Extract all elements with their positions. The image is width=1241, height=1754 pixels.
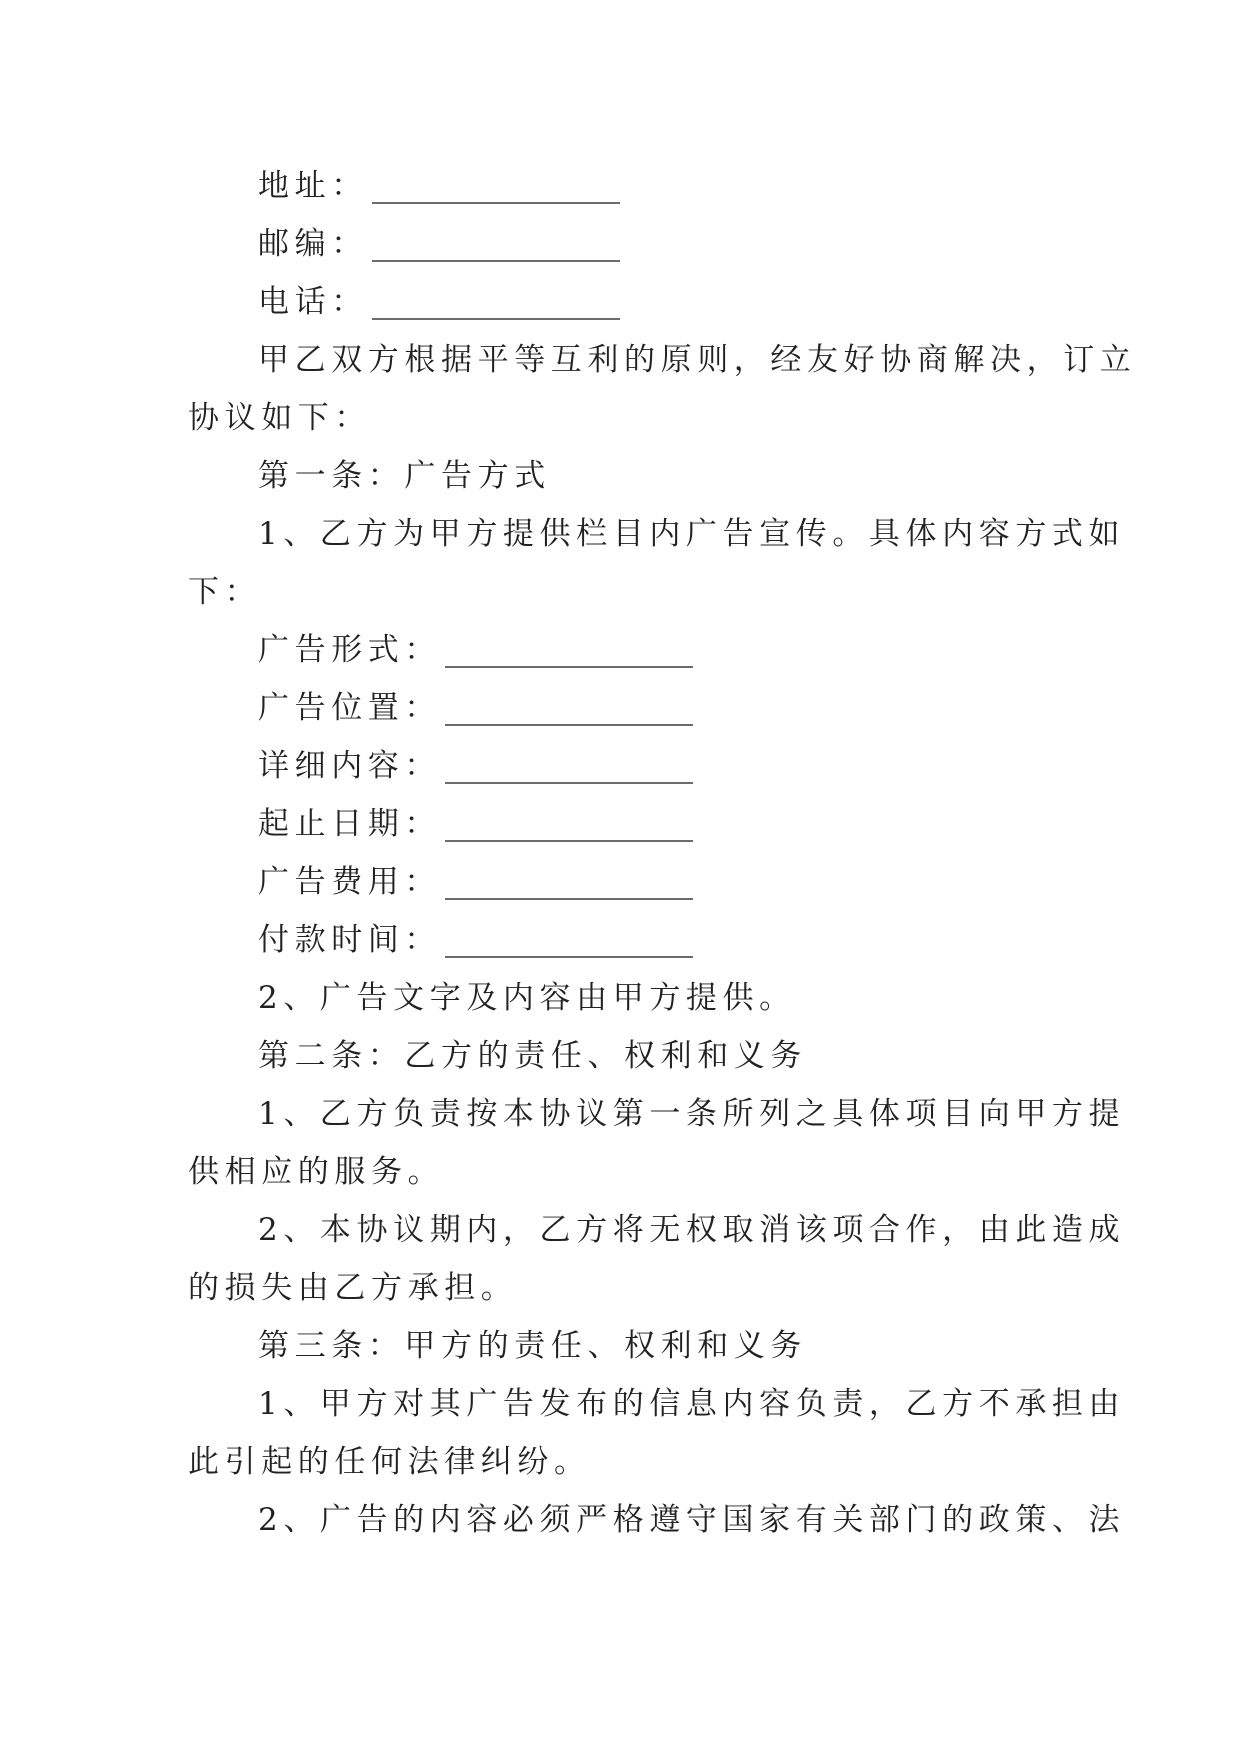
article-3-item-1-line-2: 此引起的任何法律纠纷。 [188, 1444, 591, 1480]
ad-form-label: 广告形式： [258, 632, 441, 668]
phone-blank-line[interactable] [372, 288, 620, 320]
address-blank-line[interactable] [372, 172, 620, 204]
postcode-label: 邮编： [258, 226, 368, 262]
postcode-field [258, 224, 620, 264]
fee-field [258, 862, 693, 902]
dates-blank-line[interactable] [445, 810, 693, 842]
details-blank-line[interactable] [445, 752, 693, 784]
dates-label: 起止日期： [258, 806, 441, 842]
article-2-heading: 第二条：乙方的责任、权利和义务 [258, 1038, 807, 1074]
article-2-item-2-line-1: 2、本协议期内，乙方将无权取消该项合作，由此造成 [258, 1212, 1126, 1248]
dates-field [258, 804, 693, 844]
ad-form-field [258, 630, 693, 670]
article-2-item-1-line-2: 供相应的服务。 [188, 1154, 445, 1190]
details-label: 详细内容： [258, 748, 441, 784]
details-field [258, 746, 693, 786]
article-1-item-1-line-2: 下： [188, 574, 262, 610]
article-2-item-2-line-2: 的损失由乙方承担。 [188, 1270, 518, 1306]
payment-time-field [258, 920, 693, 960]
article-3-heading: 第三条：甲方的责任、权利和义务 [258, 1328, 807, 1364]
article-1-heading: 第一条：广告方式 [258, 458, 551, 494]
article-1-item-2: 2、广告文字及内容由甲方提供。 [258, 980, 796, 1016]
ad-form-blank-line[interactable] [445, 636, 693, 668]
payment-time-label: 付款时间： [258, 922, 441, 958]
article-3-item-1-line-1: 1、甲方对其广告发布的信息内容负责，乙方不承担由 [258, 1386, 1126, 1422]
phone-field [258, 282, 620, 322]
ad-position-blank-line[interactable] [445, 694, 693, 726]
intro-line-1: 甲乙双方根据平等互利的原则，经友好协商解决，订立 [258, 342, 1137, 378]
article-1-item-1-line-1: 1、乙方为甲方提供栏目内广告宣传。具体内容方式如 [258, 516, 1126, 552]
intro-line-2: 协议如下： [188, 400, 371, 436]
ad-position-label: 广告位置： [258, 690, 441, 726]
postcode-blank-line[interactable] [372, 230, 620, 262]
address-label: 地址： [258, 168, 368, 204]
ad-position-field [258, 688, 693, 728]
article-2-item-1-line-1: 1、乙方负责按本协议第一条所列之具体项目向甲方提 [258, 1096, 1126, 1132]
payment-time-blank-line[interactable] [445, 926, 693, 958]
phone-label: 电话： [258, 284, 368, 320]
fee-blank-line[interactable] [445, 868, 693, 900]
fee-label: 广告费用： [258, 864, 441, 900]
article-3-item-2-line-1: 2、广告的内容必须严格遵守国家有关部门的政策、法 [258, 1502, 1126, 1538]
address-field [258, 166, 620, 206]
